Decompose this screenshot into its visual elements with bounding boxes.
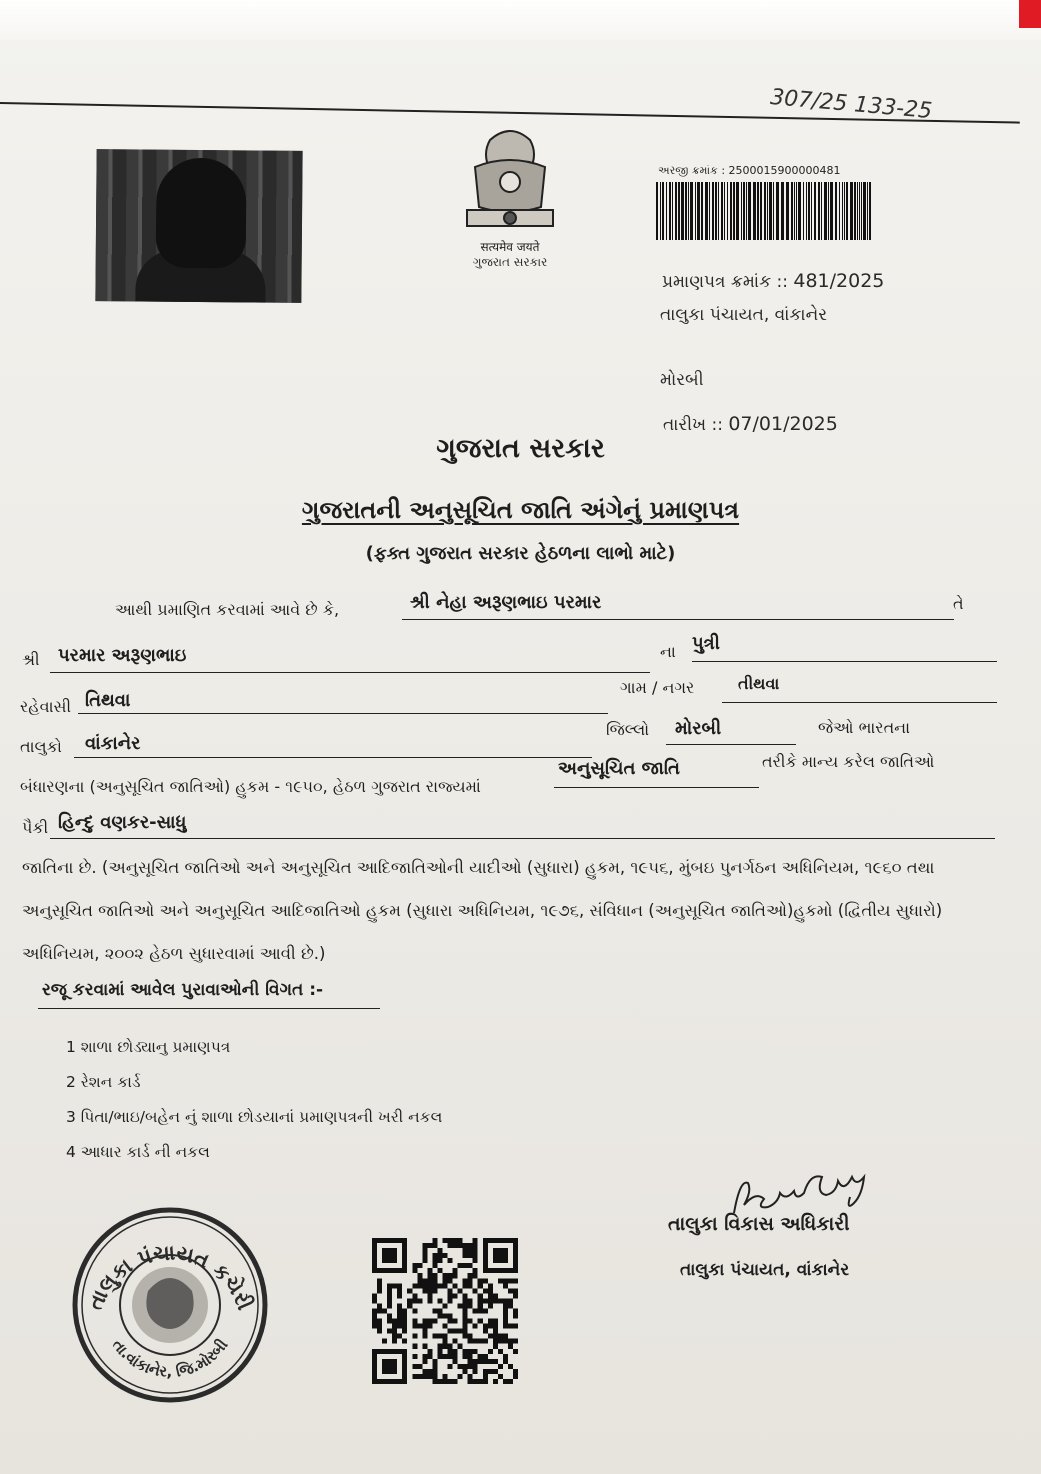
office-seal xyxy=(70,1205,270,1405)
certificate-date-value: 07/01/2025 xyxy=(728,413,838,435)
holder-name: શ્રી નેહા અરૂણભાઇ પરમાર xyxy=(410,592,602,613)
issuing-office: તાલુકા પંચાયત, વાંકાનેર xyxy=(660,305,828,325)
shri-text: શ્રી xyxy=(22,650,40,669)
document-item: 2 રેશન કાર્ડ xyxy=(66,1073,141,1091)
district-line xyxy=(666,744,796,745)
document-item: 1 શાળા છોડ્યાનુ પ્રમાણપત્ર xyxy=(66,1038,231,1056)
parent-name: પરમાર અરૂણભાઇ xyxy=(58,645,187,666)
certificate-number-label: પ્રમાણપત્ર ક્રમાંક :: xyxy=(662,272,788,292)
documents-list xyxy=(66,1030,442,1170)
application-number xyxy=(658,164,841,178)
resident-value: તિથવા xyxy=(85,690,131,711)
relation-line xyxy=(692,661,997,662)
resident-label: રહેવાસી xyxy=(20,697,72,716)
category-value: અનુસૂચિત જાતિ xyxy=(558,758,680,779)
legal-paragraph-line-2: અનુસૂચિત જાતિઓ અને અનુસૂચિત આદિજાતિઓ હુકમ (સુધારા અધિનિયમ, ૧૯૭૬, સંવિધાન (અનુસૂચિત જાતિઓ)હુકમો (દ્વિતીય સુધારો) xyxy=(22,901,943,920)
certificate-title: ગુજરાતની અનુસૂચિત જાતિ અંગેનું પ્રમાણપત્ર xyxy=(301,496,740,524)
certificate-subtitle: (ફક્ત ગુજરાત સરકાર હેઠળના લાભો માટે) xyxy=(365,543,676,564)
taluka-value: વાંકાનેર xyxy=(85,733,141,754)
village-label: ગામ / નગર xyxy=(620,678,695,697)
signatory-title: તાલુકા વિકાસ અધિકારી xyxy=(668,1213,850,1235)
handwritten-reference: 307/25 133-25 xyxy=(769,84,934,125)
documents-heading-line xyxy=(38,1008,380,1009)
constitution-text: બંધારણના (અનુસૂચિત જાતિઓ) હુકમ - ૧૯૫૦, હેઠળ ગુજરાત રાજ્યમાં xyxy=(20,777,481,796)
seal-bottom-text: તા.વાંકાનેર, જિ.મોરબી xyxy=(108,1335,232,1381)
certificate-date xyxy=(663,413,838,435)
seal-top-text: તાલુકા પંચાયત કચેરી xyxy=(82,1240,258,1314)
resident-line xyxy=(78,713,608,714)
holder-name-line xyxy=(402,619,954,620)
application-number-value: 2500015900000481 xyxy=(728,164,841,177)
caste-line xyxy=(50,838,995,839)
district-value: મોરબી xyxy=(675,718,722,739)
legal-paragraph xyxy=(22,846,997,975)
legal-paragraph-line-3: અધિનિયમ, ૨૦૦૨ હેઠળ સુધારવામાં આવી છે.) xyxy=(22,944,326,963)
document-item: 4 આધાર કાર્ડ ની નકલ xyxy=(66,1143,210,1161)
signatory-office: તાલુકા પંચાયત, વાંકાનેર xyxy=(680,1260,850,1280)
certificate-number xyxy=(662,270,884,292)
qr-code xyxy=(372,1235,518,1387)
bharat-text: જેઓ ભારતના xyxy=(818,718,911,737)
certificate-number-value: 481/2025 xyxy=(793,270,885,292)
govt-title: ગુજરાત સરકાર xyxy=(436,433,605,464)
village-line xyxy=(722,702,997,703)
document-item: 3 પિતા/ભાઇ/બહેન નું શાળા છોડયાનાં પ્રમાણપત્રની ખરી નકલ xyxy=(66,1108,443,1126)
taluka-label: તાલુકો xyxy=(20,737,62,756)
relation: પુત્રી xyxy=(692,633,720,654)
caste-value: હિન્દુ વણકર-સાધુ xyxy=(58,812,187,833)
category-line xyxy=(554,787,759,788)
village-value: તીથવા xyxy=(738,674,780,693)
among-text: પૈકી xyxy=(22,818,49,837)
recognized-text: તરીકે માન્ય કરેલ જાતિઓ xyxy=(762,752,935,771)
application-number-label: અરજી ક્રમાંક : xyxy=(658,164,726,177)
emblem-motto: सत्यमेव जयते xyxy=(480,240,540,254)
intro-text: આથી પ્રમાણિત કરવામાં આવે છે કે, xyxy=(115,600,340,619)
emblem-caption: ગુજરાત સરકાર xyxy=(472,255,548,269)
issuing-district: મોરબી xyxy=(660,370,704,390)
district-label: જિલ્લો xyxy=(606,720,650,739)
red-corner-mark xyxy=(1019,0,1041,28)
te-text: તે xyxy=(953,594,964,613)
documents-heading: રજૂ કરવામાં આવેલ પુરાવાઓની વિગત :- xyxy=(42,980,324,1000)
applicant-photo xyxy=(95,149,302,303)
legal-paragraph-line-1: જાતિના છે. (અનુસૂચિત જાતિઓ અને અનુસૂચિત આદિજાતિઓની યાદીઓ (સુધારા) હુકમ, ૧૯૫૬, મુંબઇ પુનર્ગઠન અધિનિયમ, ૧૯૬૦ તથા xyxy=(22,858,935,877)
barcode xyxy=(656,182,872,240)
taluka-line xyxy=(74,757,592,758)
page-top-edge xyxy=(0,0,1041,40)
certificate-date-label: તારીખ :: xyxy=(663,415,723,435)
parent-name-line xyxy=(50,672,650,673)
na-text: ના xyxy=(660,642,676,661)
